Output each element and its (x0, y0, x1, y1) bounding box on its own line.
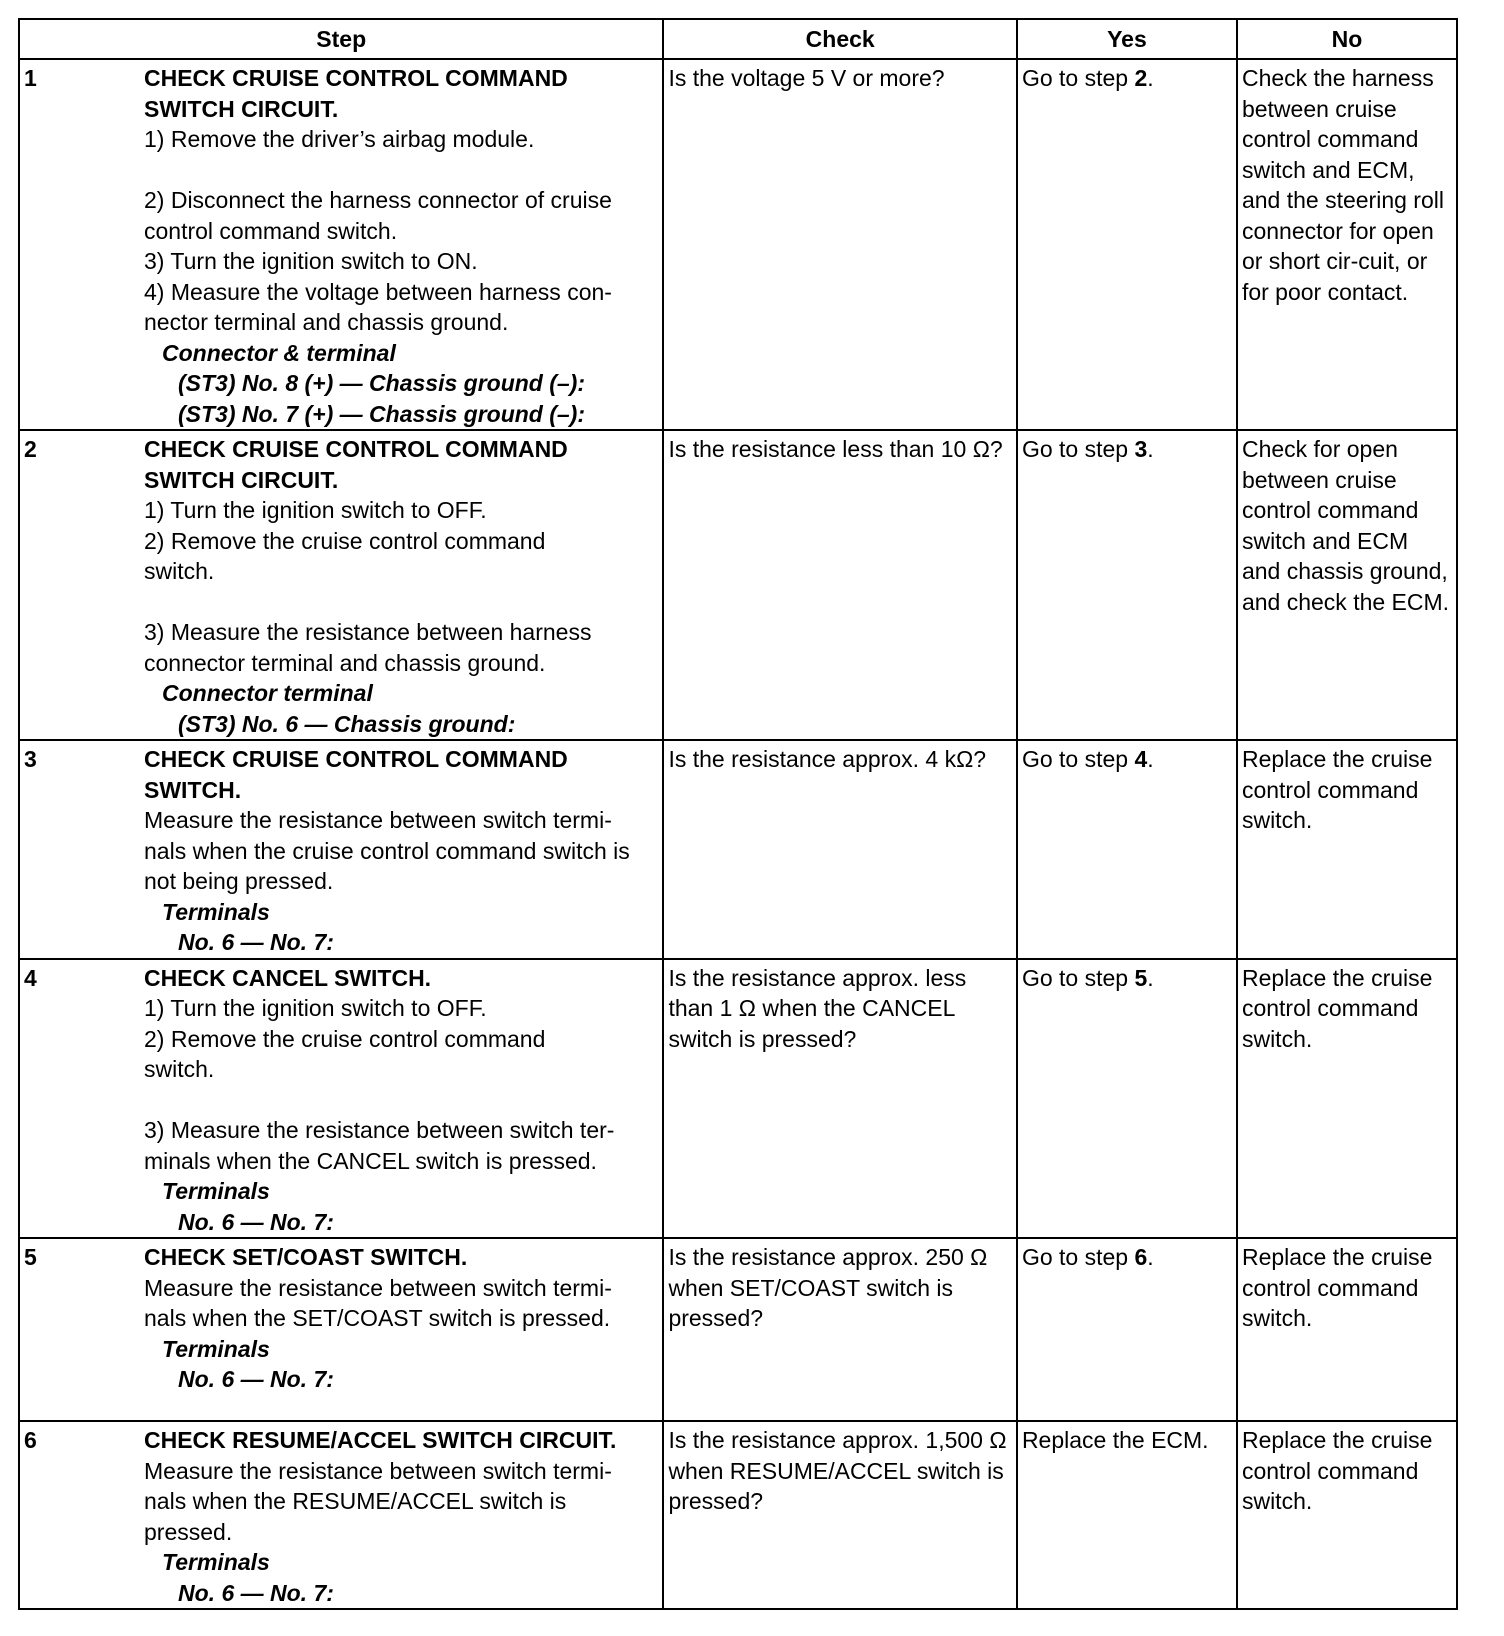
instruction-line: 2) Remove the cruise control command (144, 1025, 546, 1052)
yes-step-number: 4 (1134, 746, 1148, 772)
step-content (24, 1242, 658, 1395)
no-cell: Check the harness between cruise control command switch and ECM, and the steering roll connector for open or short cir-cuit, or for poor contact. (1237, 59, 1457, 430)
step-number: 6 (24, 1427, 37, 1453)
yes-step-number: 2 (1134, 65, 1148, 91)
yes-cell (1017, 959, 1237, 1239)
check-cell: Is the resistance less than 10 Ω? (663, 430, 1017, 740)
yes-prefix: Replace the ECM. (1021, 1427, 1209, 1453)
connector-item: No. 6 — No. 7: (178, 929, 334, 955)
table-row (19, 430, 1457, 740)
step-title: SWITCH CIRCUIT. (144, 95, 339, 122)
table-row (19, 1238, 1457, 1421)
instruction-line: nals when the RESUME/ACCEL switch is (144, 1488, 567, 1514)
connector-item: (ST3) No. 7 (+) — Chassis ground (–): (178, 400, 586, 427)
yes-step-number: 5 (1134, 964, 1148, 991)
step-content (24, 963, 658, 1238)
table-body (19, 59, 1457, 1609)
table-row (19, 1421, 1457, 1609)
instruction-line: 2) Remove the cruise control command (144, 527, 546, 554)
connector-label: Terminals (162, 898, 270, 925)
instruction-line: Measure the resistance between switch termi- (144, 807, 612, 833)
instruction-line: Measure the resistance between switch termi- (144, 1457, 612, 1484)
step-cell (19, 430, 663, 740)
instruction-line: 3) Turn the ignition switch to ON. (144, 248, 478, 274)
instruction-line: connector terminal and chassis ground. (144, 649, 546, 676)
step-body (144, 434, 658, 739)
check-cell: Is the resistance approx. 1,500 Ω when RESUME/ACCEL switch is pressed? (663, 1421, 1017, 1609)
step-title: CHECK CANCEL SWITCH. (144, 964, 432, 991)
step-body (144, 963, 658, 1238)
header-check: Check (663, 19, 1017, 59)
step-body (144, 1242, 658, 1395)
step-cell (19, 59, 663, 430)
step-cell (19, 1421, 663, 1609)
instruction-line: nals when the cruise control command switch is (144, 837, 630, 864)
step-title: CHECK RESUME/ACCEL SWITCH CIRCUIT. (144, 1427, 617, 1453)
step-number: 1 (24, 65, 37, 91)
connector-label: Connector & terminal (162, 339, 396, 366)
connector-label: Connector terminal (162, 680, 373, 706)
step-title: CHECK SET/COAST SWITCH. (144, 1244, 468, 1270)
connector-item: No. 6 — No. 7: (178, 1208, 334, 1235)
step-body (144, 744, 658, 958)
yes-suffix: . (1147, 746, 1154, 772)
blank-line (144, 1085, 658, 1116)
step-cell (19, 740, 663, 959)
connector-label: Terminals (162, 1335, 270, 1362)
yes-cell (1017, 430, 1237, 740)
no-cell: Replace the cruise control command switch. (1237, 740, 1457, 959)
instruction-line: 1) Remove the driver’s airbag module. (144, 126, 535, 152)
step-content (24, 63, 658, 429)
instruction-line: 1) Turn the ignition switch to OFF. (144, 995, 487, 1021)
instruction-line: not being pressed. (144, 868, 334, 894)
step-title: CHECK CRUISE CONTROL COMMAND (144, 746, 568, 772)
table-row (19, 59, 1457, 430)
instruction-line: 3) Measure the resistance between switch ter- (144, 1117, 615, 1143)
instruction-line: minals when the CANCEL switch is pressed. (144, 1147, 597, 1174)
table-row (19, 959, 1457, 1239)
connector-label: Terminals (162, 1178, 270, 1204)
step-title: CHECK CRUISE CONTROL COMMAND (144, 436, 568, 462)
yes-cell (1017, 740, 1237, 959)
step-body (144, 1425, 658, 1608)
step-title: CHECK CRUISE CONTROL COMMAND (144, 65, 568, 91)
instruction-line: switch. (144, 558, 215, 584)
step-cell (19, 959, 663, 1239)
instruction-line: nector terminal and chassis ground. (144, 309, 509, 335)
table-header-row (19, 19, 1457, 59)
blank-line (144, 155, 658, 186)
yes-prefix: Go to step (1021, 746, 1135, 772)
connector-item: No. 6 — No. 7: (178, 1579, 334, 1606)
instruction-line: Measure the resistance between switch termi- (144, 1274, 612, 1301)
blank-line (144, 587, 658, 618)
instruction-line: 1) Turn the ignition switch to OFF. (144, 497, 487, 523)
header-yes: Yes (1017, 19, 1237, 59)
yes-prefix: Go to step (1021, 964, 1135, 991)
no-cell: Replace the cruise control command switch. (1237, 1238, 1457, 1421)
yes-prefix: Go to step (1021, 1244, 1135, 1270)
yes-suffix: . (1147, 964, 1154, 991)
step-number: 5 (24, 1244, 37, 1270)
step-body (144, 63, 658, 429)
instruction-line: pressed. (144, 1518, 233, 1545)
check-cell: Is the resistance approx. less than 1 Ω when the CANCEL switch is pressed? (663, 959, 1017, 1239)
no-cell: Check for open between cruise control command switch and ECM and chassis ground, and check the ECM. (1237, 430, 1457, 740)
step-cell (19, 1238, 663, 1421)
step-content (24, 1425, 658, 1608)
instruction-line: 3) Measure the resistance between harness (144, 619, 592, 645)
diagnostic-table (18, 18, 1458, 1610)
no-cell: Replace the cruise control command switch. (1237, 959, 1457, 1239)
no-cell: Replace the cruise control command switch. (1237, 1421, 1457, 1609)
yes-step-number: 6 (1134, 1244, 1148, 1270)
yes-suffix: . (1147, 1244, 1154, 1270)
instruction-line: 2) Disconnect the harness connector of cruise (144, 187, 612, 213)
check-cell: Is the voltage 5 V or more? (663, 59, 1017, 430)
step-number: 4 (24, 964, 37, 991)
yes-cell (1017, 59, 1237, 430)
yes-cell (1017, 1238, 1237, 1421)
yes-suffix: . (1147, 436, 1154, 462)
step-content (24, 434, 658, 739)
yes-prefix: Go to step (1021, 65, 1135, 91)
connector-item: (ST3) No. 8 (+) — Chassis ground (–): (178, 370, 586, 396)
table-row (19, 740, 1457, 959)
instruction-line: control command switch. (144, 217, 398, 244)
step-content (24, 744, 658, 958)
step-number: 3 (24, 746, 37, 772)
instruction-line: nals when the SET/COAST switch is pressed. (144, 1305, 611, 1331)
step-title: SWITCH CIRCUIT. (144, 466, 339, 493)
yes-step-number: 3 (1134, 436, 1148, 462)
step-title: SWITCH. (144, 776, 242, 803)
connector-label: Terminals (162, 1549, 270, 1575)
check-cell: Is the resistance approx. 4 kΩ? (663, 740, 1017, 959)
check-cell: Is the resistance approx. 250 Ω when SET/COAST switch is pressed? (663, 1238, 1017, 1421)
instruction-line: switch. (144, 1056, 215, 1082)
connector-item: (ST3) No. 6 — Chassis ground: (178, 710, 516, 737)
yes-suffix: . (1147, 65, 1154, 91)
header-step: Step (19, 19, 663, 59)
step-number: 2 (24, 436, 37, 462)
yes-cell (1017, 1421, 1237, 1609)
yes-prefix: Go to step (1021, 436, 1135, 462)
connector-item: No. 6 — No. 7: (178, 1366, 334, 1392)
instruction-line: 4) Measure the voltage between harness con- (144, 278, 612, 305)
header-no: No (1237, 19, 1457, 59)
